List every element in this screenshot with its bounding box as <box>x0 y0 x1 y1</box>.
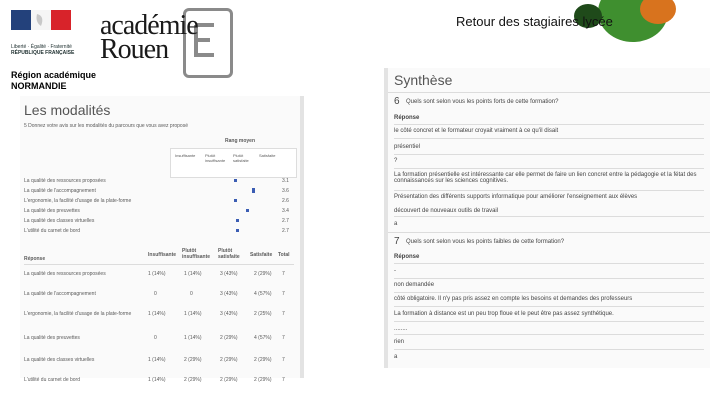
rank-marker <box>234 199 237 202</box>
reponse-label: Réponse <box>394 254 420 260</box>
reponse-label: Réponse <box>394 115 420 121</box>
table-header: Total <box>278 252 290 258</box>
cell: 1 (14%) <box>184 335 202 341</box>
cell: 4 (57%) <box>254 291 272 297</box>
page-title: Retour des stagiaires lycée <box>456 14 613 29</box>
rank-item-label: La qualité de l'accompagnement <box>24 188 96 194</box>
divider <box>394 138 704 139</box>
cell: 1 (14%) <box>148 377 166 383</box>
rf-name: RÉPUBLIQUE FRANÇAISE <box>11 50 75 56</box>
scale-label: Plutôt insuffisante <box>205 153 226 163</box>
answer-item: côté obligatoire. Il n'y pas pris assez en compte les besoins et demandes des professeurs <box>394 296 633 302</box>
row-label: La qualité des ressources proposées <box>24 271 106 277</box>
modalites-heading: Les modalités <box>24 102 111 118</box>
answer-item: ? <box>394 158 398 164</box>
answer-item: a <box>394 354 398 360</box>
rank-item-label: La qualité des classes virtuelles <box>24 218 95 224</box>
divider <box>394 306 704 307</box>
cell: 4 (57%) <box>254 335 272 341</box>
tricolor-flag-icon <box>11 10 73 40</box>
cell: 2 (29%) <box>220 377 238 383</box>
academie-line1: académie <box>100 10 198 41</box>
divider <box>394 349 704 350</box>
row-label: La qualité de l'accompagnement <box>24 291 96 297</box>
rank-item-label: La qualité des ressources proposées <box>24 178 106 184</box>
rank-item-value: 3.4 <box>282 208 289 214</box>
table-header: Réponse <box>24 256 46 262</box>
answer-item: La formation présentielle est intéressante car elle permet de faire un lien concret entre la pédagogie et la fétat des connaissances sur les sciences cognitives. <box>394 172 697 184</box>
row-label: La qualité des preuvettes <box>24 335 80 341</box>
cell: 2 (29%) <box>254 271 272 277</box>
cell: 2 (29%) <box>220 357 238 363</box>
divider <box>394 168 704 169</box>
rank-marker <box>252 188 255 193</box>
modalites-question: 5 Donnez votre avis sur les modalités du parcours que vous avez proposé <box>24 123 188 129</box>
table-row <box>20 354 296 372</box>
question-text: Quels sont selon vous les points forts de cette formation? <box>406 99 559 105</box>
cell: 1 (14%) <box>184 271 202 277</box>
rank-marker <box>236 219 239 222</box>
cell: 1 (14%) <box>148 311 166 317</box>
divider <box>388 232 710 233</box>
cell-total: 7 <box>282 291 285 297</box>
table-row <box>20 308 296 330</box>
divider <box>394 154 704 155</box>
cell: 3 (43%) <box>220 271 238 277</box>
scale-label: Plutôt satisfaite <box>233 153 249 163</box>
divider <box>394 334 704 335</box>
row-label: La qualité des classes virtuelles <box>24 357 95 363</box>
answer-item: ........ <box>394 326 408 332</box>
rf-motto: Liberté · Égalité · Fraternité <box>11 44 72 50</box>
table-row <box>20 332 296 350</box>
answer-item: a <box>394 221 398 227</box>
region-line2: NORMANDIE <box>11 81 67 91</box>
cell: 1 (14%) <box>148 271 166 277</box>
table-header: Insuffisante <box>148 252 177 258</box>
rank-item-label: L'utilité du carnet de bord <box>24 228 80 234</box>
divider <box>394 263 704 264</box>
divider <box>394 216 704 217</box>
cell-total: 7 <box>282 357 285 363</box>
divider <box>394 278 704 279</box>
cell: 3 (43%) <box>220 291 238 297</box>
cell: 1 (14%) <box>184 311 202 317</box>
cell: 3 (43%) <box>220 311 238 317</box>
rank-marker <box>236 229 239 232</box>
cell-total: 7 <box>282 377 285 383</box>
answer-item: rien <box>394 339 405 345</box>
divider <box>388 92 710 93</box>
cell: 2 (25%) <box>254 311 272 317</box>
question-number: 6 <box>394 96 400 107</box>
cell: 2 (29%) <box>254 377 272 383</box>
cell: 0 <box>190 291 193 297</box>
decorative-orange-blob <box>640 0 676 24</box>
row-label: L'ergonomie, la facilité d'usage de la plate-forme <box>24 311 132 317</box>
answer-item: découvert de nouveaux outils de travail <box>394 208 499 214</box>
question-text: Quels sont selon vous les points faibles de cette formation? <box>406 239 565 245</box>
cell: 0 <box>154 335 157 341</box>
cell: 2 (29%) <box>184 377 202 383</box>
table-header: Plutôt insuffisante <box>182 248 211 260</box>
table-header: Plutôt satisfaite <box>218 248 240 260</box>
answer-item: le côté concret et le formateur croyait vraiment à ce qu'il disait <box>394 128 559 134</box>
table-divider <box>24 264 294 265</box>
divider <box>394 292 704 293</box>
rank-marker <box>234 179 237 182</box>
answer-item: présentiel <box>394 144 421 150</box>
cell: 2 (29%) <box>254 357 272 363</box>
marianne-logo <box>11 10 73 40</box>
cell: 2 (29%) <box>220 335 238 341</box>
table-row <box>20 268 296 286</box>
divider <box>394 321 704 322</box>
cell-total: 7 <box>282 335 285 341</box>
table-row <box>20 288 296 306</box>
rank-item-label: La qualité des preuvettes <box>24 208 80 214</box>
cell-total: 7 <box>282 311 285 317</box>
cell: 2 (29%) <box>184 357 202 363</box>
rank-item-value: 2.7 <box>282 228 289 234</box>
answer-item: non demandée <box>394 282 435 288</box>
table-header: Satisfaite <box>250 252 273 258</box>
rank-marker <box>246 209 249 212</box>
row-label: L'utilité du carnet de bord <box>24 377 80 383</box>
academie-line2: Rouen <box>100 34 169 65</box>
divider <box>394 190 704 191</box>
scale-label: Satisfaite <box>259 153 276 158</box>
answer-item: - <box>394 268 396 274</box>
table-row <box>20 374 296 392</box>
question-number: 7 <box>394 236 400 247</box>
synthese-heading: Synthèse <box>394 72 453 88</box>
cell: 0 <box>154 291 157 297</box>
cell: 1 (14%) <box>148 357 166 363</box>
divider <box>394 124 704 125</box>
scale-label: Insuffisante <box>175 153 196 158</box>
synthese-panel <box>384 68 710 368</box>
cell-total: 7 <box>282 271 285 277</box>
modalites-panel <box>20 96 304 383</box>
region-line1: Région académique <box>11 70 97 80</box>
rank-item-value: 2.6 <box>282 198 289 204</box>
academie-logo-text <box>100 10 198 65</box>
rank-item-label: L'ergonomie, la facilité d'usage de la plate-forme <box>24 198 132 204</box>
rank-item-value: 3.6 <box>282 188 289 194</box>
rang-moyen-label: Rang moyen <box>225 138 256 144</box>
answer-item: Présentation des différents supports informatique pour améliorer l'enseignement aux élèves <box>394 194 638 200</box>
answer-item: La formation à distance est un peu trop floue et le peut être pas assez synthétique. <box>394 311 614 317</box>
scale-legend <box>170 148 297 178</box>
rank-item-value: 3.1 <box>282 178 289 184</box>
rank-item-value: 2.7 <box>282 218 289 224</box>
